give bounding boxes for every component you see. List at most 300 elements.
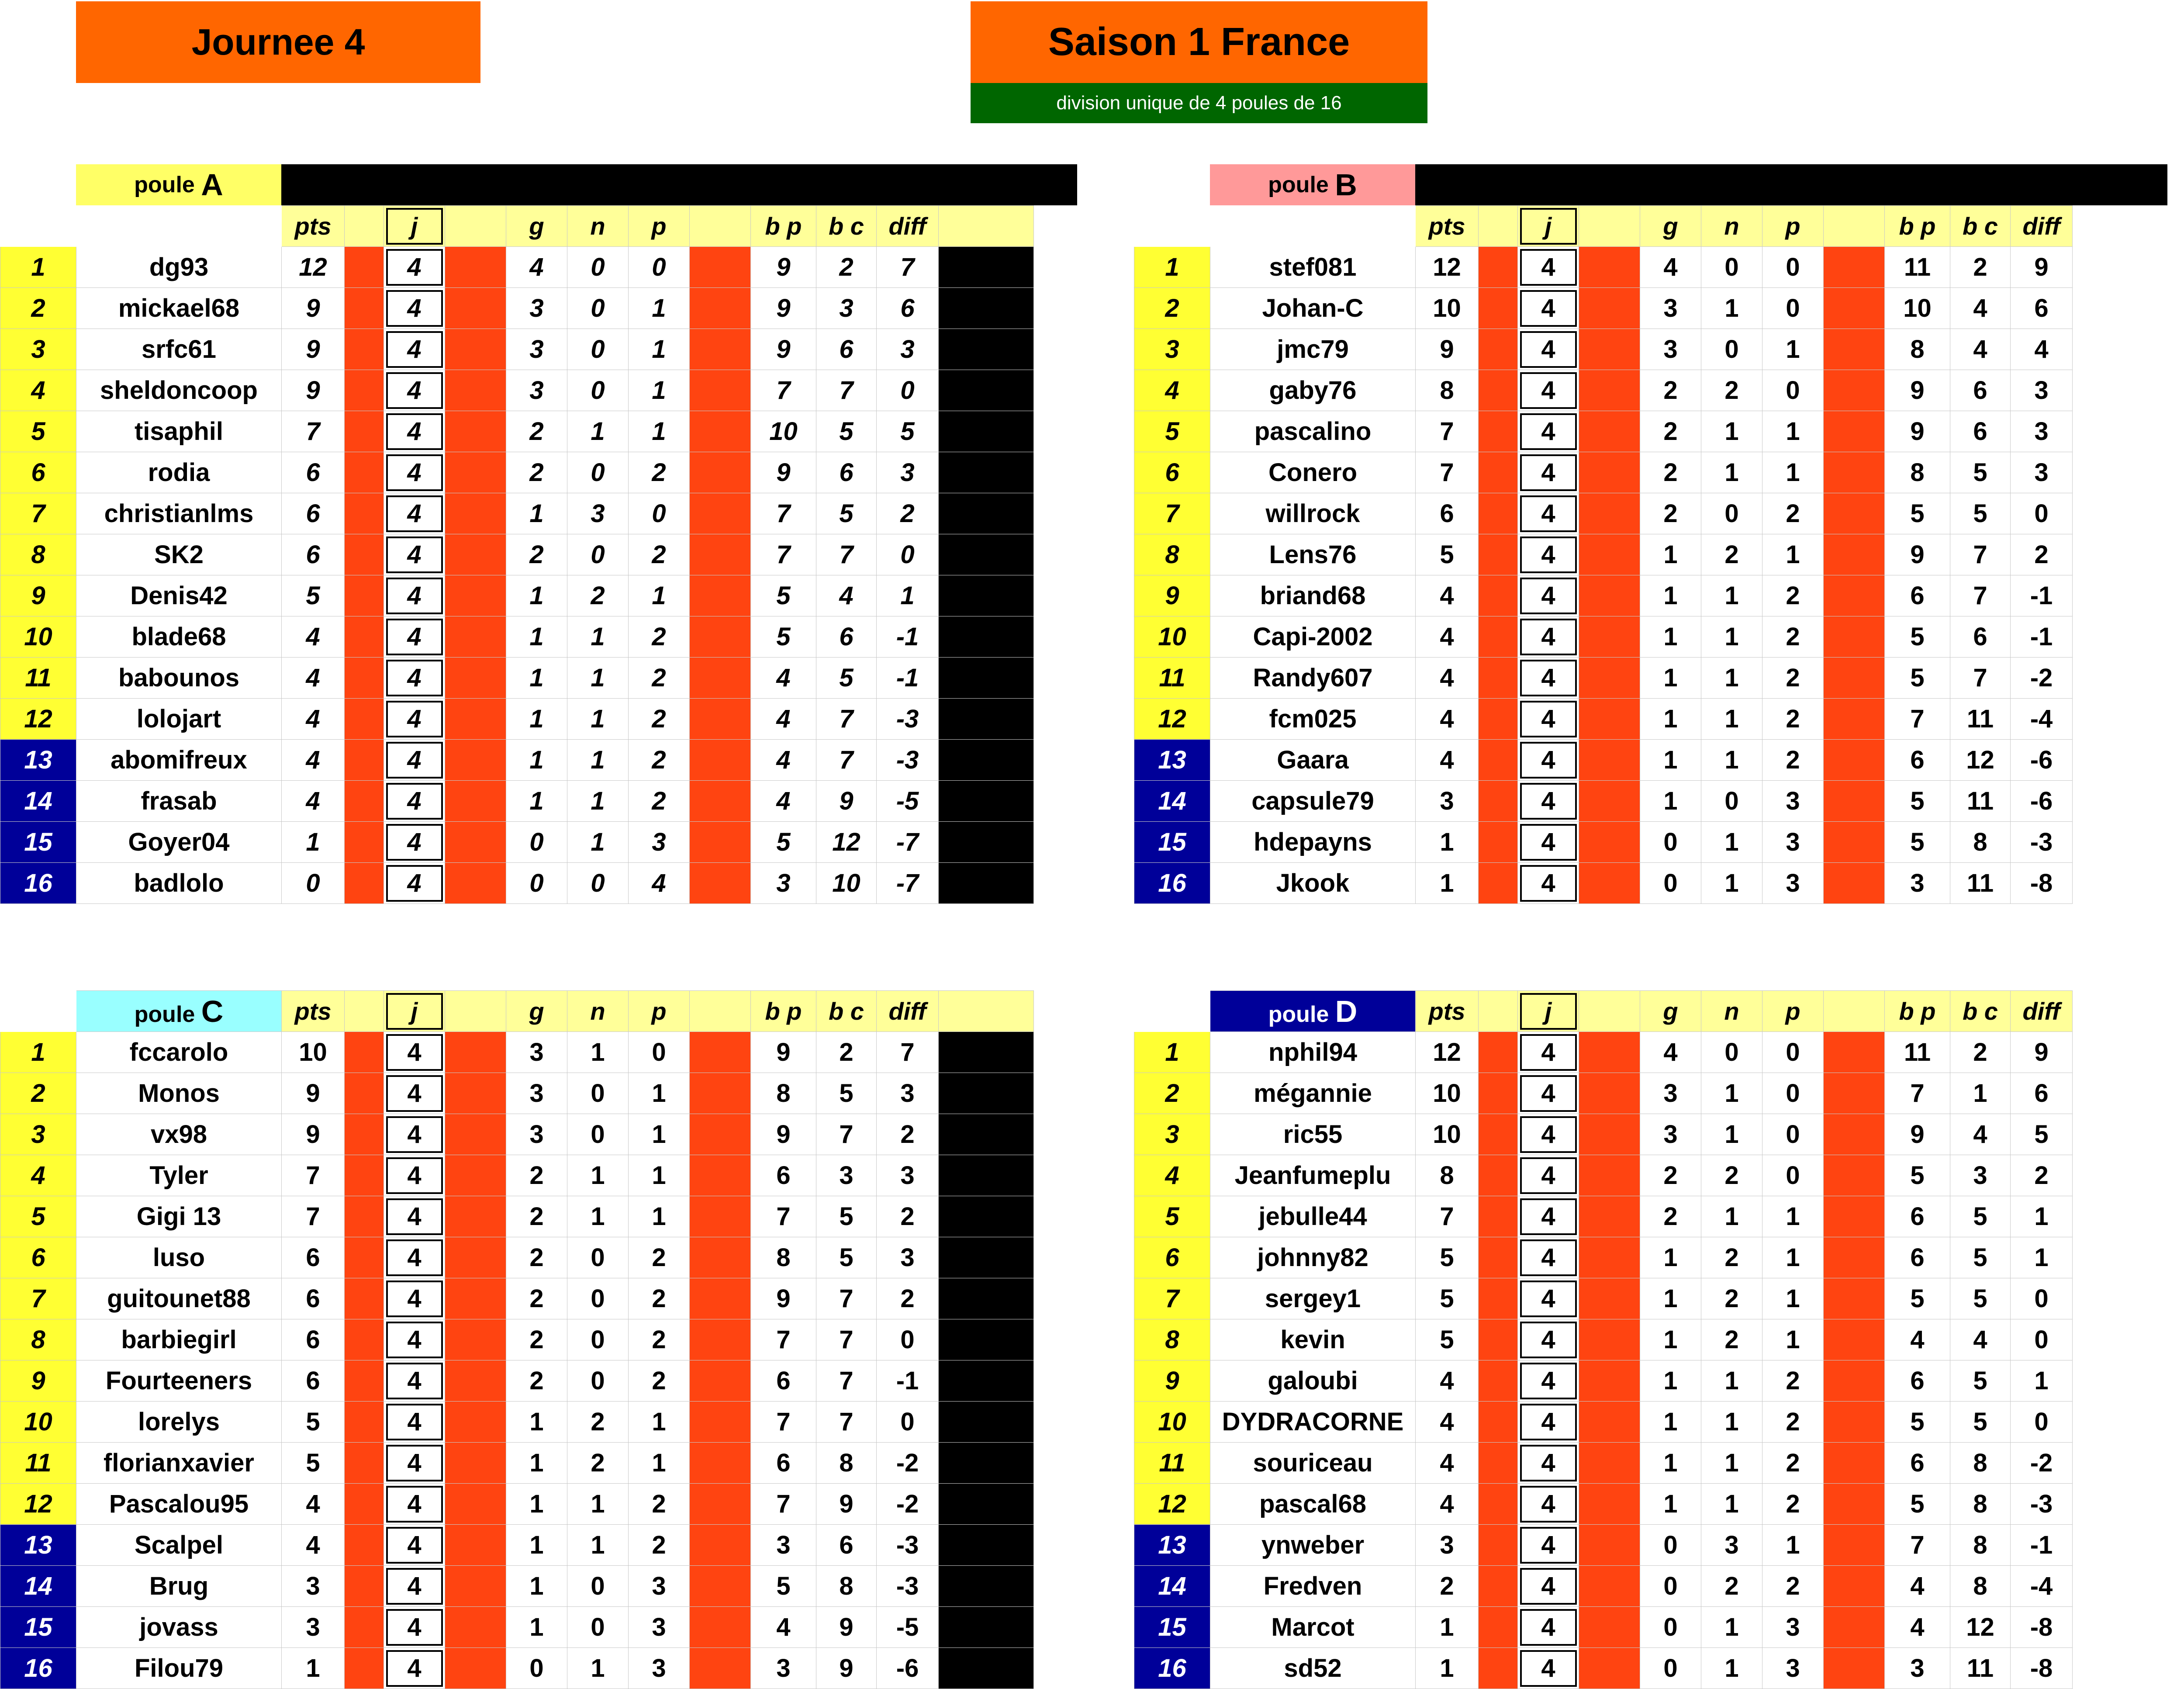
p-cell: 3 [1762,1607,1824,1648]
g-cell: 1 [506,1607,567,1648]
player-name: abomifreux [76,740,282,781]
player-name: badlolo [76,863,282,904]
j-cell: 4 [384,1443,445,1484]
player-name: stef081 [1210,247,1416,288]
p-cell: 1 [1762,534,1824,575]
separator-column [2073,534,2168,575]
g-cell: 1 [506,658,567,699]
separator-column [2073,452,2168,493]
diff-cell: 2 [877,1278,939,1319]
bp-cell: 4 [751,699,816,740]
column-header-bc: b c [816,206,877,247]
rank-cell: 6 [0,1237,76,1278]
bp-cell: 10 [751,411,816,452]
separator-column [939,288,1034,329]
pts-cell: 4 [1416,699,1479,740]
column-header-diff: diff [2011,991,2073,1032]
pts-cell: 9 [282,1114,345,1155]
orange-spacer [1579,1525,1640,1566]
bc-cell: 11 [1950,863,2011,904]
p-cell: 1 [1762,1196,1824,1237]
orange-spacer [1479,1360,1518,1402]
column-header-diff: diff [877,206,939,247]
separator-column [939,740,1034,781]
p-cell: 2 [629,534,690,575]
orange-spacer [1479,370,1518,411]
g-cell: 1 [506,575,567,616]
rank-cell: 12 [0,1484,76,1525]
rank-cell: 8 [1134,1319,1210,1360]
n-cell: 2 [1701,534,1762,575]
g-cell: 1 [506,1525,567,1566]
diff-cell: -3 [877,1566,939,1607]
n-cell: 1 [1701,1607,1762,1648]
diff-cell: 0 [2011,1402,2073,1443]
orange-spacer [1479,452,1518,493]
rank-cell: 10 [1134,1402,1210,1443]
p-cell: 2 [629,781,690,822]
column-header-row [0,991,1034,1032]
diff-cell: -3 [2011,822,2073,863]
orange-spacer [345,740,384,781]
orange-spacer [345,1360,384,1402]
pts-cell: 7 [1416,411,1479,452]
header-pale-cell [1579,206,1640,247]
pool-letter: D [1335,994,1358,1028]
bc-cell: 8 [1950,1525,2011,1566]
diff-cell: 4 [2011,329,2073,370]
orange-spacer [1579,1443,1640,1484]
standings-row [0,575,1034,616]
rank-cell: 4 [0,370,76,411]
orange-spacer [690,575,751,616]
pts-cell: 1 [1416,822,1479,863]
standings-row [0,863,1034,904]
orange-spacer [1479,411,1518,452]
diff-cell: 0 [877,370,939,411]
player-name: tisaphil [76,411,282,452]
pool-letter: C [201,994,224,1028]
bp-cell: 6 [751,1155,816,1196]
orange-spacer [1579,1278,1640,1319]
orange-spacer [445,863,506,904]
orange-spacer [345,616,384,658]
orange-spacer [690,740,751,781]
separator-column [939,1237,1034,1278]
orange-spacer [1824,699,1885,740]
header-pale-cell [1479,991,1518,1032]
diff-cell: -3 [877,740,939,781]
player-name: mickael68 [76,288,282,329]
standings-row [0,247,1034,288]
pts-cell: 4 [282,1525,345,1566]
orange-spacer [1824,1484,1885,1525]
pts-cell: 3 [282,1607,345,1648]
bp-cell: 6 [1885,575,1950,616]
bp-cell: 3 [751,863,816,904]
journee-title: Journee 4 [76,1,480,83]
diff-cell: -8 [2011,1607,2073,1648]
g-cell: 0 [1640,1648,1701,1689]
orange-spacer [445,1155,506,1196]
n-cell: 1 [1701,616,1762,658]
column-header-diff: diff [877,991,939,1032]
orange-spacer [1479,1155,1518,1196]
bp-cell: 5 [1885,1278,1950,1319]
diff-cell: -8 [2011,863,2073,904]
orange-spacer [1579,370,1640,411]
g-cell: 0 [506,863,567,904]
j-cell: 4 [1518,863,1579,904]
g-cell: 1 [506,493,567,534]
orange-spacer [1824,247,1885,288]
diff-cell: -4 [2011,1566,2073,1607]
orange-spacer [1824,1402,1885,1443]
p-cell: 3 [1762,863,1824,904]
p-cell: 1 [1762,411,1824,452]
bp-cell: 4 [1885,1607,1950,1648]
separator-column [2073,863,2168,904]
standings-row [0,1319,1034,1360]
player-name: Johan-C [1210,288,1416,329]
orange-spacer [690,1196,751,1237]
pts-cell: 9 [282,329,345,370]
orange-spacer [1579,1073,1640,1114]
pts-cell: 1 [1416,863,1479,904]
header-pale-cell [1824,206,1885,247]
standings-row [1134,1278,2168,1319]
orange-spacer [1824,411,1885,452]
diff-cell: -6 [877,1648,939,1689]
bp-cell: 5 [1885,1484,1950,1525]
orange-spacer [690,1484,751,1525]
standings-row [0,1237,1034,1278]
standings-row [0,329,1034,370]
p-cell: 2 [1762,699,1824,740]
n-cell: 0 [567,1073,629,1114]
p-cell: 2 [1762,1402,1824,1443]
orange-spacer [1579,493,1640,534]
j-cell: 4 [384,1607,445,1648]
n-cell: 0 [567,247,629,288]
pool-label: poule [1268,1001,1329,1027]
orange-spacer [1479,1607,1518,1648]
diff-cell: 0 [2011,493,2073,534]
p-cell: 1 [629,1196,690,1237]
standings-row [1134,370,2168,411]
orange-spacer [1824,1443,1885,1484]
pts-cell: 3 [1416,1525,1479,1566]
g-cell: 2 [1640,1196,1701,1237]
pts-cell: 4 [1416,1443,1479,1484]
j-cell: 4 [384,740,445,781]
n-cell: 1 [567,1484,629,1525]
p-cell: 1 [629,1073,690,1114]
column-header-bc: b c [816,991,877,1032]
p-cell: 0 [1762,1073,1824,1114]
pts-cell: 8 [1416,370,1479,411]
orange-spacer [1479,1032,1518,1073]
bp-cell: 7 [751,1402,816,1443]
orange-spacer [1579,781,1640,822]
separator-column [2073,1360,2168,1402]
bp-cell: 5 [751,822,816,863]
orange-spacer [690,1525,751,1566]
pts-cell: 2 [1416,1566,1479,1607]
bp-cell: 9 [751,1278,816,1319]
orange-spacer [1824,370,1885,411]
n-cell: 1 [1701,1443,1762,1484]
orange-spacer [1479,616,1518,658]
orange-spacer [1579,1402,1640,1443]
g-cell: 2 [506,1278,567,1319]
orange-spacer [690,1402,751,1443]
standings-row [0,1114,1034,1155]
separator-column [2073,1155,2168,1196]
orange-spacer [345,1525,384,1566]
j-cell: 4 [1518,1155,1579,1196]
orange-spacer [1479,699,1518,740]
header-pale-cell [690,206,751,247]
n-cell: 1 [567,822,629,863]
rank-cell: 14 [0,781,76,822]
n-cell: 0 [1701,781,1762,822]
header-pale-cell [445,206,506,247]
player-name: pascal68 [1210,1484,1416,1525]
p-cell: 2 [1762,740,1824,781]
rank-cell: 14 [1134,1566,1210,1607]
j-cell: 4 [384,329,445,370]
g-cell: 3 [506,370,567,411]
pts-cell: 4 [1416,658,1479,699]
orange-spacer [445,781,506,822]
g-cell: 0 [1640,863,1701,904]
diff-cell: -1 [877,658,939,699]
player-name: Brug [76,1566,282,1607]
header-pale-cell [345,206,384,247]
orange-spacer [445,493,506,534]
orange-spacer [690,1566,751,1607]
orange-spacer [1479,1278,1518,1319]
diff-cell: 9 [2011,247,2073,288]
orange-spacer [1579,616,1640,658]
bc-cell: 2 [816,247,877,288]
column-header-p: p [629,206,690,247]
bp-cell: 8 [1885,452,1950,493]
standings-row [1134,1525,2168,1566]
diff-cell: 3 [2011,411,2073,452]
pts-cell: 4 [1416,616,1479,658]
j-cell: 4 [1518,1237,1579,1278]
orange-spacer [345,288,384,329]
player-name: Randy607 [1210,658,1416,699]
pool-b [1134,164,2184,903]
column-header-row [1134,991,2168,1032]
p-cell: 3 [1762,781,1824,822]
pts-cell: 10 [1416,1073,1479,1114]
g-cell: 1 [1640,1402,1701,1443]
player-name: fccarolo [76,1032,282,1073]
standings-row [1134,1155,2168,1196]
orange-spacer [690,1648,751,1689]
separator-column [939,534,1034,575]
orange-spacer [345,1319,384,1360]
player-name: Marcot [1210,1607,1416,1648]
n-cell: 0 [567,1360,629,1402]
j-cell: 4 [384,493,445,534]
bp-cell: 7 [751,534,816,575]
player-name: dg93 [76,247,282,288]
player-name: souriceau [1210,1443,1416,1484]
separator-column [939,1278,1034,1319]
orange-spacer [1579,452,1640,493]
rank-cell: 8 [0,534,76,575]
bc-cell: 8 [816,1566,877,1607]
standings-row [1134,1648,2168,1689]
orange-spacer [445,740,506,781]
diff-cell: -7 [877,822,939,863]
j-cell: 4 [1518,1032,1579,1073]
j-cell: 4 [384,575,445,616]
separator-column [939,329,1034,370]
player-name: fcm025 [1210,699,1416,740]
pts-cell: 7 [282,1155,345,1196]
column-header-n: n [567,991,629,1032]
separator-column [2073,1073,2168,1114]
bp-cell: 5 [751,575,816,616]
separator-column [2073,1648,2168,1689]
g-cell: 3 [1640,1114,1701,1155]
orange-spacer [1479,1525,1518,1566]
orange-spacer [1579,863,1640,904]
player-name: christianlms [76,493,282,534]
bc-cell: 7 [816,370,877,411]
orange-spacer [1824,575,1885,616]
p-cell: 2 [1762,1484,1824,1525]
standings-row [1134,1032,2168,1073]
bc-cell: 2 [1950,247,2011,288]
bp-cell: 4 [751,781,816,822]
orange-spacer [1479,1196,1518,1237]
j-cell: 4 [1518,452,1579,493]
bp-cell: 9 [751,247,816,288]
separator-column [939,1607,1034,1648]
rank-cell: 11 [0,1443,76,1484]
diff-cell: 2 [2011,1155,2073,1196]
n-cell: 1 [567,1155,629,1196]
g-cell: 4 [506,247,567,288]
player-name: ynweber [1210,1525,1416,1566]
separator-column [2073,699,2168,740]
bc-cell: 5 [1950,452,2011,493]
j-cell: 4 [384,1360,445,1402]
p-cell: 2 [629,658,690,699]
standings-row [0,1032,1034,1073]
j-cell: 4 [1518,1278,1579,1319]
j-cell: 4 [1518,411,1579,452]
pts-cell: 12 [1416,247,1479,288]
bc-cell: 3 [816,288,877,329]
diff-cell: -3 [877,1525,939,1566]
header-pale-cell [1479,206,1518,247]
rank-cell: 2 [1134,1073,1210,1114]
rank-cell: 14 [0,1566,76,1607]
p-cell: 0 [629,247,690,288]
header-spacer [1134,991,1210,1032]
bc-cell: 12 [1950,1607,2011,1648]
j-cell: 4 [1518,329,1579,370]
diff-cell: 6 [2011,1073,2073,1114]
bc-cell: 7 [816,534,877,575]
orange-spacer [445,658,506,699]
separator-column [939,863,1034,904]
g-cell: 3 [506,288,567,329]
orange-spacer [345,411,384,452]
orange-spacer [1479,1566,1518,1607]
n-cell: 1 [1701,1484,1762,1525]
rank-cell: 10 [1134,616,1210,658]
orange-spacer [1479,863,1518,904]
pts-cell: 1 [1416,1607,1479,1648]
j-cell: 4 [384,1073,445,1114]
pts-cell: 1 [282,822,345,863]
diff-cell: -5 [877,1607,939,1648]
orange-spacer [1824,1032,1885,1073]
j-cell: 4 [1518,616,1579,658]
orange-spacer [690,1360,751,1402]
g-cell: 2 [506,411,567,452]
n-cell: 1 [1701,1360,1762,1402]
p-cell: 2 [629,1525,690,1566]
pts-cell: 9 [282,1073,345,1114]
bc-cell: 3 [1950,1155,2011,1196]
column-header-bc: b c [1950,206,2011,247]
orange-spacer [1824,329,1885,370]
pts-cell: 8 [1416,1155,1479,1196]
g-cell: 1 [1640,534,1701,575]
pts-cell: 6 [282,493,345,534]
bc-cell: 12 [816,822,877,863]
rank-cell: 1 [0,1032,76,1073]
bc-cell: 5 [816,1237,877,1278]
pts-cell: 10 [1416,1114,1479,1155]
bc-cell: 6 [816,616,877,658]
standings-row [1134,1319,2168,1360]
player-name: kevin [1210,1319,1416,1360]
diff-cell: 0 [877,534,939,575]
n-cell: 2 [567,1443,629,1484]
orange-spacer [1579,1566,1640,1607]
pts-cell: 4 [282,781,345,822]
diff-cell: 7 [877,247,939,288]
orange-spacer [690,781,751,822]
rank-cell: 7 [0,1278,76,1319]
p-cell: 2 [1762,1566,1824,1607]
g-cell: 2 [1640,452,1701,493]
pool-c [0,990,1103,1689]
separator-column [2073,1196,2168,1237]
rank-cell: 5 [0,411,76,452]
diff-cell: -1 [2011,1525,2073,1566]
bc-cell: 7 [816,1278,877,1319]
player-name: mégannie [1210,1073,1416,1114]
j-cell: 4 [1518,370,1579,411]
g-cell: 4 [1640,1032,1701,1073]
pts-cell: 6 [282,1360,345,1402]
orange-spacer [445,370,506,411]
standings-row [1134,493,2168,534]
rank-cell: 11 [1134,658,1210,699]
